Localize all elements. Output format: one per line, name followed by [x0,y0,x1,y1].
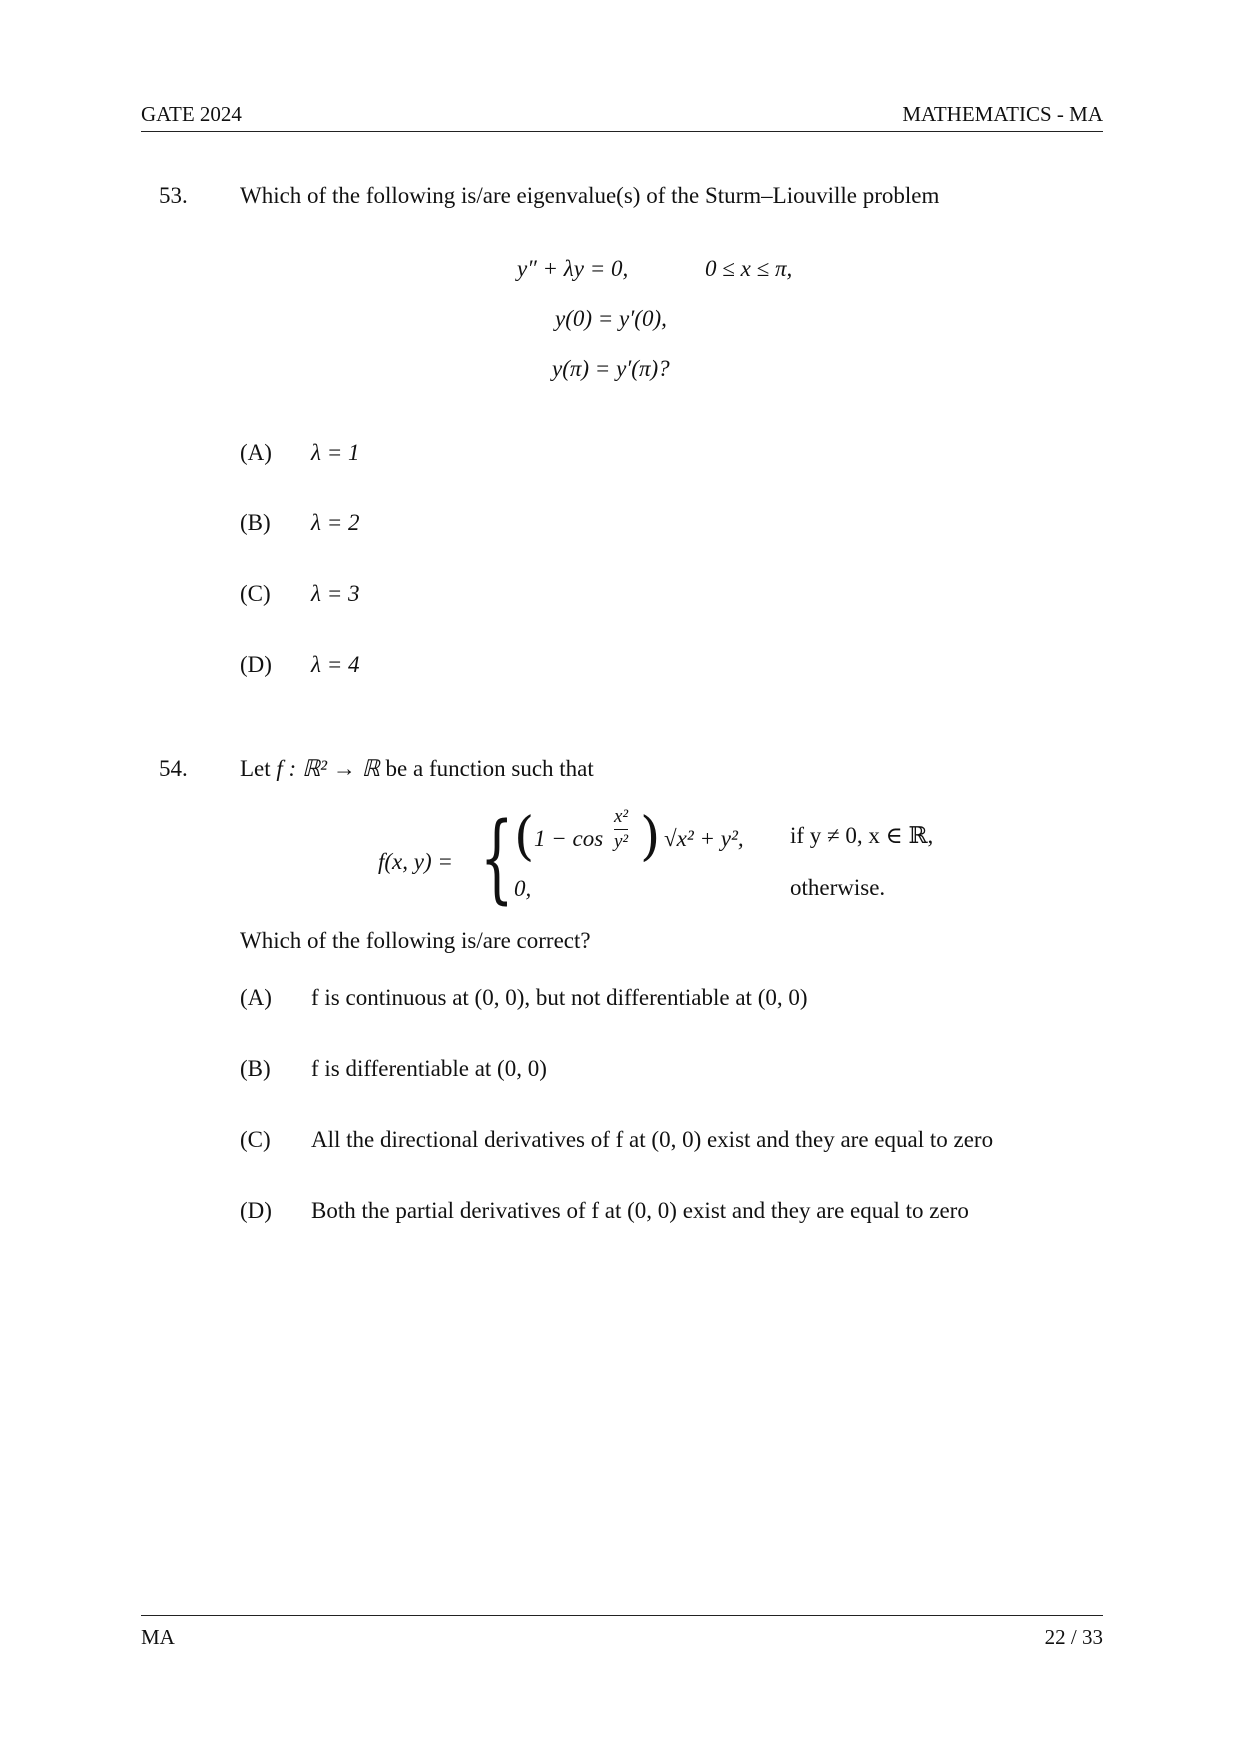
q54-option-c-text: All the directional derivatives of f at (0, 0) exist and they are equal to zero [311,1127,994,1152]
q54-stem-math: f : ℝ² → ℝ [276,756,380,781]
q54-case1-condition: if y ≠ 0, x ∈ ℝ, [790,823,934,848]
q54-case1-fraction [614,807,628,852]
q54-option-b-label: (B) [240,1056,271,1081]
q54-option-a-label: (A) [240,985,272,1010]
fraction-denominator: y² [614,831,629,852]
q54-stem-suffix: be a function such that [385,756,594,781]
q53-equation-2: y(0) = y′(0), [555,306,667,331]
q53-option-c-label: (C) [240,581,271,606]
q53-stem: Which of the following is/are eigenvalue(s) of the Sturm–Liouville problem [240,183,940,208]
q53-option-a-label: (A) [240,440,272,465]
q53-option-c-text: λ = 3 [311,581,360,606]
q54-prompt: Which of the following is/are correct? [240,928,591,953]
q53-equation-3: y(π) = y′(π)? [552,356,670,381]
q54-case1-sqrt: √x² + y², [664,826,744,851]
q54-case2-condition: otherwise. [790,875,886,900]
page-number: 22 / 33 [1044,1625,1103,1649]
q54-option-a-text: f is continuous at (0, 0), but not differentiable at (0, 0) [311,985,808,1010]
q53-option-b-label: (B) [240,510,271,535]
q53-option-a-text: λ = 1 [311,440,360,465]
fraction-numerator: x² [614,806,629,827]
left-paren: ( [514,807,535,867]
q54-option-d-text: Both the partial derivatives of f at (0, 0) exist and they are equal to zero [311,1198,969,1223]
q54-stem-prefix: Let [240,756,271,781]
q54-option-d-label: (D) [240,1198,272,1223]
q54-stem [240,755,594,783]
q53-equation-domain: 0 ≤ x ≤ π, [705,256,793,281]
fraction-bar [614,829,628,830]
q54-option-c-label: (C) [240,1127,271,1152]
q53-option-d-label: (D) [240,652,272,677]
q53-option-d-text: λ = 4 [311,652,360,677]
q54-case1-open: 1 − cos [534,826,604,851]
right-paren: ) [640,807,661,867]
q54-option-b-text: f is differentiable at (0, 0) [311,1056,547,1081]
q53-option-b-text: λ = 2 [311,510,360,535]
q53-equation-1: y″ + λy = 0, [517,256,629,281]
q54-lhs: f(x, y) = [378,849,453,874]
footer-left: MA [141,1625,175,1649]
header-left: GATE 2024 [141,102,242,126]
q53-number: 53. [159,183,188,208]
header-right: MATHEMATICS - MA [902,102,1103,126]
q54-number: 54. [159,756,188,781]
piecewise-brace: { [480,802,514,914]
q54-case2-value: 0, [514,876,532,901]
header-rule [141,131,1103,132]
footer-rule [141,1615,1103,1616]
